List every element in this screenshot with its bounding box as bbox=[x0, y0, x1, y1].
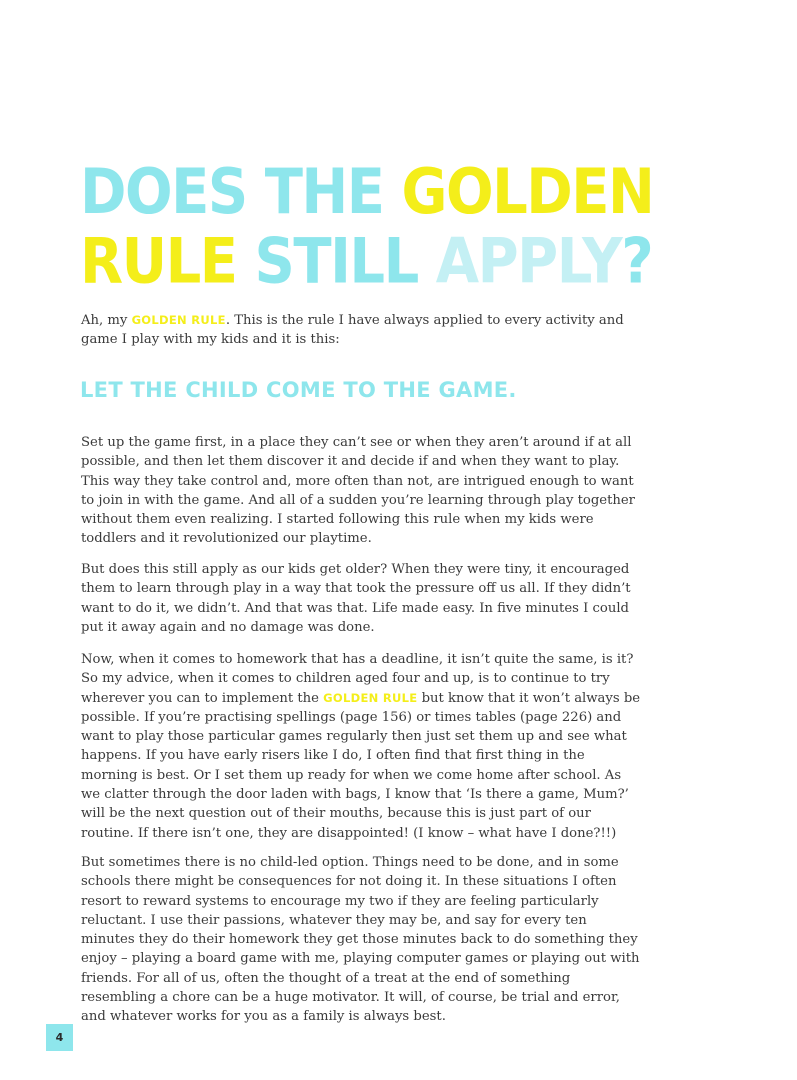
paragraph-4: But sometimes there is no child-led option. Things need to be done, and in some schools there might be consequences for not doing it. In these situations I often resort to reward systems to encourage my two if they are feeling particularly reluctant. I use their passions, whatever they may be, and say for every ten minutes they do their homework they get those minutes back to do something they enjoy – playing a board game with me, playing computer games or playing out with friends. For all of us, often the thought of a treat at the end of something resembling a chore can be a huge motivator. It will, of course, be trial and error, and whatever works for you as a family is always best. bbox=[81, 855, 640, 1025]
golden-rule-highlight: GOLDEN RULE bbox=[131, 313, 226, 327]
title-word: THE bbox=[264, 155, 384, 229]
title-word: GOLDEN bbox=[401, 155, 654, 229]
page-number: 4 bbox=[55, 1031, 64, 1044]
paragraph-3-text: but know that it won’t always be possible. If you’re practising spellings (page 156) or times tables (page 226) and want to play those particular games regularly then just set them up and see what happens. If you have early risers like I do, I often find that first thing in the morning is best. Or I set them up ready for when we come home after school. As we clatter through the door laden with bags, I know that ‘Is there a game, Mum?’ will be the next question out of their mouths, because this is just part of our routine. If there isn’t one, they are disappointed! (I know – what have I done?!!) bbox=[81, 690, 641, 841]
paragraph-2: But does this still apply as our kids get older? When they were tiny, it encouraged them to learn through play in a way that took the pressure off us all. If they didn’t want to do it, we didn’t. And that was that. Life made easy. In five minutes I could put it away again and no damage was done. bbox=[81, 562, 631, 635]
page-number-badge bbox=[46, 1024, 73, 1051]
title-word: RULE bbox=[80, 225, 237, 298]
intro-text: Ah, my bbox=[81, 313, 132, 328]
page-title bbox=[80, 155, 720, 298]
subheading: LET THE CHILD COME TO THE GAME. bbox=[80, 378, 517, 402]
intro-paragraph bbox=[81, 311, 641, 350]
paragraph-3 bbox=[81, 650, 641, 843]
title-word: APPLY bbox=[435, 225, 622, 298]
title-word: STILL bbox=[254, 225, 418, 298]
title-question-mark: ? bbox=[621, 225, 653, 298]
golden-rule-highlight: GOLDEN RULE bbox=[323, 690, 418, 705]
paragraph-3-text: Now, when it comes to homework that has a deadline, it isn’t quite the same, is it? So my advice, when it comes to children aged four and up, is to continue to try wherever you can to implement the bbox=[81, 652, 634, 706]
intro-text: . This is the rule I have always applied to every activity and game I play with my kids and it is this: bbox=[81, 313, 624, 348]
title-word: DOES bbox=[80, 155, 247, 229]
paragraph-1: Set up the game first, in a place they can’t see or when they aren’t around if at all possible, and then let them discover it and decide if and when they want to play. This way they take control and, more often than not, are intrigued enough to want to join in with the game. And all of a sudden you’re learning through play together without them even realizing. I started following this rule when my kids were toddlers and it revolutionized our playtime. bbox=[81, 435, 635, 547]
